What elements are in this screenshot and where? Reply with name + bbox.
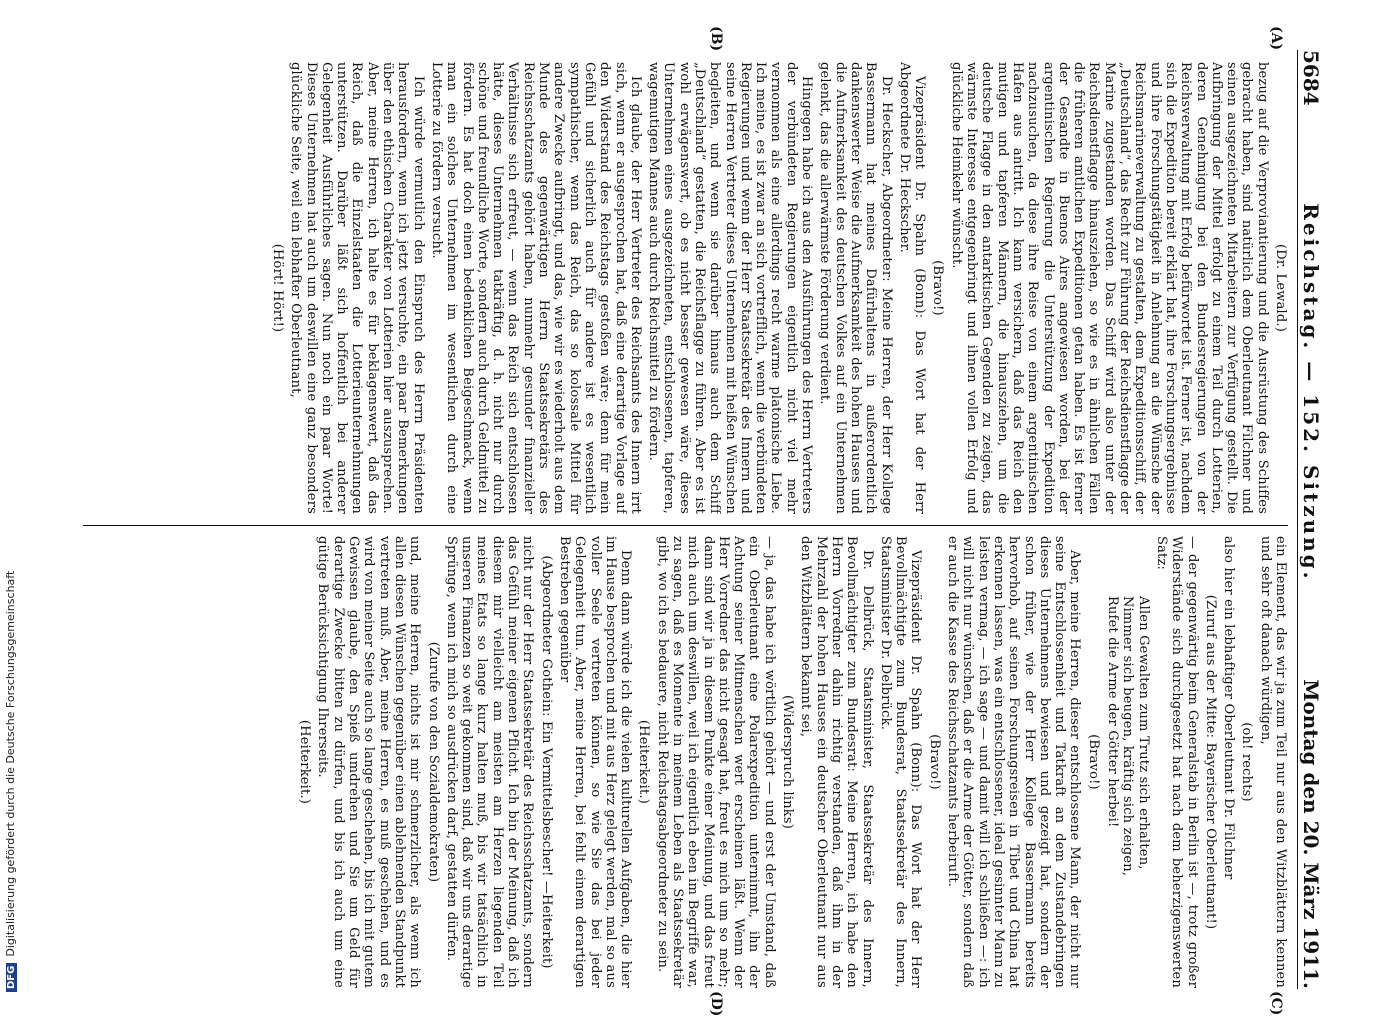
paragraph: also hier ein lebhaftiger Oberleutnant Dr. Filchner <box>1221 536 1237 880</box>
verse-line: Allen Gewalten zum Trutz sich erhalten, <box>1135 596 1151 870</box>
digitization-credit <box>4 571 17 992</box>
interjection: (Bravo!) <box>1085 734 1101 790</box>
column-divider <box>83 525 1288 526</box>
paragraph: Dr. Delbrück, Staatsminister, Staatssekretär des Innern, Bevollmächtigter zum Bundesrat: Meine Herren, ich habe den Herrn Vorredner dahin richtig verstanden, daß ihm in der Mehrzahl der hohen Hauses ein deutscher Oberleutnant nur aus den Witzblättern bekannt sei, <box>798 536 875 988</box>
interjection: (Heiterkeit.) <box>636 719 652 805</box>
scanned-page <box>73 26 1328 1016</box>
credit-text: Digitalisierung gefördert durch die Deutsche Forschungsgemeinschaft <box>4 570 17 957</box>
paragraph: — der gegenwärtig beim Generalstab in Berlin ist —, trotz großer Widerstände sich durchgesetzt hat nach dem beherzigenswerten Satz: <box>1153 536 1200 988</box>
paragraph: Vizepräsident Dr. Spahn (Bonn): Das Wort hat der Herr Abgeordnete Dr. Heckscher. <box>896 62 928 514</box>
paragraph: — ja, das habe ich wörtlich gehört — und erst der Umstand, daß ein Oberleutnant eine Polarexpedition unternimmt, ihn der Achtung seiner Mitmenschen wert erscheinen läßt. Wenn der Herr Vorredner das nicht gesagt hat, freut es mich um so mehr; dann sind wir ja in diesem Punkte einer Meinung, und das freut mich auch um deswillen, weil ich eigentlich eben im Begriffe war, zu sagen, daß es Momente in meinem Leben als Staatssekretär gibt, wo ich es bedauere, nicht Reichstagsabgeordneter zu sein. <box>654 536 777 988</box>
interjection: (Abgeordneter Gothein: Ein Vermittelsbescher! —Heiterkeit) <box>538 555 554 969</box>
interjection: (Widerspruch links) <box>780 694 796 830</box>
running-header <box>1297 50 1324 989</box>
paragraph: bezug auf die Verproviantierung und die Ausrüstung des Schiffes gebracht haben, sind natürlich dem Oberleutnant Filchner und seinen ausgezeichneten Mitarbeitern zur Verfügung gestellt. Die Aufbringung der Mittel erfolgt zu einem Teil durch Lotterien, deren Genehmigung bei den Bundesregierungen von der Reichsverwaltung mit Erfolg befürwortet ist. Ferner ist, nachdem sich die Expedition bereit erklärt hat, ihre Forschungsergebnisse und ihre Forschungstätigkeit in Anlehnung an die Wünsche der Reichsmarineverwaltung zu gestalten, dem Expeditionsschiff, der „Deutschland“, das Recht zur Führung der Reichsdienstflagge der Marine zugestanden worden. Das Schiff wird also unter der Reichsdienstflagge hinausziehen, so wie es in ähnlichen Fällen die früheren amtlichen Expeditionen getan haben. Es ist ferner der Gesandte in Buenos Aires angewiesen worden, bei der argentinischen Regierung die Unterstützung der Expedition nachzusuchen, da diese ihre Reise von einem argentinischen Hafen aus antritt. Ich kann versichern, daß das Reich den mutigen und tapferen Männern, die hinausziehen, um die deutsche Flagge in den antarktischen Gegenden zu zeigen, das wärmste Interesse entgegenbringt und ihnen vollen Erfolg und glückliche Heimkehr wünscht. <box>948 62 1270 514</box>
paragraph: Ich glaube, der Herr Vertreter des Reichsamts des Innern irrt sich, wenn er ausgesprochen hat, daß eine derartige Vorlage auf den Widerstand des Reichstags gestoßen wäre; denn für mein Gefühl und sicherlich auch für andere ist es wesentlich sympathischer, wenn das Reich, das so kolossale Mittel für andere Zwecke aufbringt, und das, wie wir es wiederholt aus dem Munde des gegenwärtigen Herrn Staatssekretärs des Reichsschatzamts gehört haben, nunmehr gesunder finanzieller Verhältnisse sich erfreut, — wenn das Reich sich entschlossen hätte, dieses Unternehmen tatkräftig, d. h. nicht nur durch schöne und freundliche Worte, sondern auch durch Geldmittel zu fördern. Es hat doch einen bedenklichen Beigeschmack, wenn man ein solches Unternehmen im wesentlichen durch eine Lotterie zu fördern versucht. <box>428 62 643 514</box>
margin-mark-b: (B) <box>708 26 724 52</box>
paragraph: Vizepräsident Dr. Spahn (Bonn): Das Wort hat der Herr Bevollmächtigte zum Bundesrat, Staatssekretär des Innern, Staatsminister Dr. Delbrück. <box>877 536 924 988</box>
session-title: Reichstag. — 152. Sitzung. <box>1299 203 1323 582</box>
paragraph: Hingegen habe ich aus den Ausführungen des Herrn Vertreters der verbündeten Regierungen eigentlich nicht viel mehr vernommen als eine allerdings recht warme platonische Liebe. Ich meine, es ist zwar an sich vortrefflich, wenn die verbündeten Regierungen und wenn der Herr Staatssekretär des Innern und seine Herren Vertreter dieses Unternehmen mit heißen Wünschen begleiten, und wenn sie darüber hinaus auch dem Schiff „Deutschland“ gestatten, die Reichsflagge zu führen. Aber es ist wohl erwägenswert, ob es nicht besser gewesen wäre, dieses Unternehmen eines ausgezeichneten, entschlossenen, tapferen, wagemutigen Mannes auch durch Reichsmittel zu fördern. <box>646 62 815 514</box>
page-number: 5684 <box>1299 50 1323 106</box>
right-text-column <box>83 536 1288 988</box>
interjection: (Bravo!) <box>930 260 946 316</box>
interjection: (Heiterkeit.) <box>297 719 313 805</box>
interjection: (Zurufe von den Sozialdemokraten) <box>425 641 441 883</box>
paragraph: Aber, meine Herren, dieser entschlossene Mann, der nicht nur seine Entschlossenheit und Tatkraft an dem Zustandebringen dieses Unternehmens bewiesen und gezeigt hat, sondern der schon früher, wie der Herr Kollege Bassermann bereits hervorhob, auf seinen Forschungsreisen in Tibet und China hat erkennen lassen, was ein entschlossener, ideal gesinnter Mann zu leisten vermag, — ich sage — und damit will ich schließen —: ich will nicht nur wünschen, daß er die Arme der Götter, sondern daß er auch die Kasse des Reichsschatzamts herbeiruft. <box>945 536 1083 988</box>
paragraph: Dr. Heckscher, Abgeordneter: Meine Herren, der Herr Kollege Bassermann hat meines Dafürhaltens in außerordentlich dankenswerter Weise die Aufmerksamkeit des hohen Hauses und die Aufmerksamkeit des deutschen Volkes auf ein Unternehmen gelenkt, das die allerwärmste Förderung verdient. <box>817 62 894 514</box>
dfg-logo: DFG <box>6 963 17 992</box>
paragraph: ein Element, das wir ja zum Teil nur aus den Witzblättern kennen und sehr oft danach würdigen, <box>1257 536 1288 988</box>
verse-line: Rufet die Arme der Götter herbei! <box>1105 596 1121 828</box>
session-date: Montag den 20. März 1911. <box>1299 679 1323 989</box>
left-text-column <box>83 62 1288 514</box>
paragraph: und, meine Herren, nichts ist mir schmerzlicher, als wenn ich allen diesen Wünschen gegenüber einen ablehnenden Standpunkt vertreten muß. Aber, meine Herren, es muß geschehen, und es wird von meiner Seite auch so lange geschehen, bis ich mit gutem Gewissen glaube, den Spieß umdrehen und Sie um Geld für derartige Zwecke bitten zu dürfen, und bis ich auch um eine gütige Berücksichtigung Ihrerseits. <box>315 536 423 988</box>
paragraph: nicht nur der Herr Staatssekretär des Reichsschatzamts, sondern das Gefühl meiner eigenen Pflicht. Ich bin der Meinung, daß ich diesem mir vielleicht am meisten am Herzen liegenden Teil meines Etats so lange kurz halten muß, bis wir tatsächlich in unseren Finanzen so weit gekommen sind, daß wir uns derartige Sprünge, wenn ich mich so ausdrücken darf, gestatten dürfen. <box>443 536 536 988</box>
interjection: (oh! rechts) <box>1239 722 1255 802</box>
speaker-head: (Dr. Lewald.) <box>1273 243 1288 333</box>
margin-mark-d: (D) <box>708 991 724 1016</box>
interjection: (Bravo!) <box>926 734 942 790</box>
margin-mark-c: (C) <box>1268 991 1284 1016</box>
paragraph: Denn dann würde ich die vielen kulturellen Aufgaben, die hier im Hause besprochen und mit aus Herz gelegt werden, mal so aus voller Seele vertreten können, so wie Sie das bei jeder Gelegenheit tun. Aber, meine Herren, bei fehlt einem derartigen Bestreben gegenüber <box>556 536 634 988</box>
paragraph: Ich würde vermutlich den Einspruch des Herrn Präsidenten herausfordern, wenn ich jetzt versuchte, ein paar Bemerkungen über den ethischen Charakter von Lotterien hier auszusprechen. Aber, meine Herren, ich halte es für beklagenswert, daß das Reich, daß die Einzelstaaten die Lotterieunternehmungen unterstützen. Darüber läßt sich hoffentlich bei anderer Gelegenheit Ausführliches sagen. Nun noch ein paar Worte! Dieses Unternehmen hat auch um deswillen eine ganz besonders glückliche Seite, weil ein lebhafter Oberleutnant, <box>288 62 426 514</box>
verse-line: Nimmer sich beugen, kräftig sich zeigen, <box>1120 596 1136 877</box>
interjection: (Zuruf aus der Mitte: Bayerischer Oberleutnant!) <box>1202 594 1218 930</box>
verse-quote <box>1105 596 1151 988</box>
margin-mark-a: (A) <box>1268 26 1284 51</box>
interjection: (Hört! Hört!) <box>270 243 285 333</box>
